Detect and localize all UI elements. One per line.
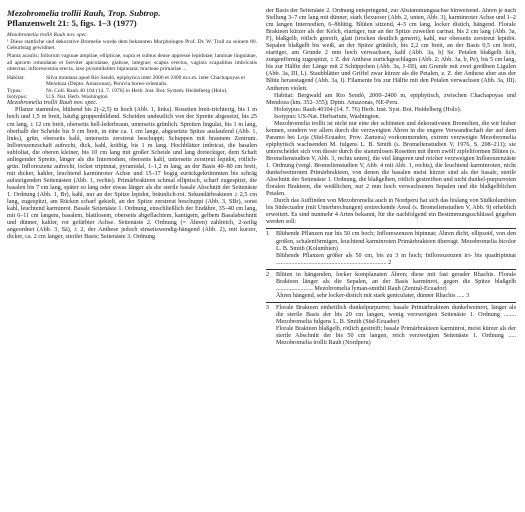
- key-text: Blühende Pflanzen größer als 50 cm, bis zu 3 m hoch; Infloreszenzen tri- bis quadripinnat ........................................................................ 2: [276, 252, 516, 266]
- key-entry: [266, 253, 516, 267]
- title-line-1: Mezobromelia trollii Rauh, Trop. Subtrop.: [7, 8, 161, 18]
- right-column: [266, 8, 516, 506]
- description-continued: der Basis der Seitenäste 2. Ordnung entspringend, zur Abstammungsachse hinweisend. Ähren je nach Stellung 3–7 cm lang mit dünner, stark flexuoser (Abb. 2, unten, Abb. 3), karminroter Achse und 1–2 cm langen Internodien, 6–8blütig. Blüten sitzend, 4–5 cm lang, locker distich, hängend. Florale Brakteen kürzer als der Kelch, eiartiger, nur an der Spitze zuweilen carinat, bis 2 cm lang (Abb. 3a, F), blaßgelb, rötlich getreift, glatt (trocken deutlich generrt), kahl, nur oberseits zerstreut lepidot. Sepalen blaßgelb bis weiß, an der Spitze grünlich, bis 2,2 cm breit, an der Basis 0,5 cm breit, eiartiger, am Grunde 2 mm hoch verwachsen, kahl (Abb. 3a, b) Se. Petalen blaßgelb lich, zungenförmig zugespitzt, ± Z. der Anthese zurückgeschlagen (Abb. 2; Abb. 3a, b, Pe), bis 5 cm lang, bis zur Hälfte der Länge mit 2 Schüppchen (Abb. 3a, J–III), am Grunde mit zwei greißnen Ligulen (Abb. 3a, III, L). Staubblätter und Griffel zwar kürzer als die Petalen, z. Z. der Anthese aber aus der Blüte heraustagend (Abb. 3a, I). Filamente bis zur Hälfte mit den Petalen verwachsen (Abb. 3a, III). Antheren violett.: [266, 8, 516, 92]
- key-divider: [266, 302, 516, 303]
- key-entry: [266, 272, 516, 293]
- discussion-para-2: Durch das Auffinden von Mezobromelia auch in Nordperu hat sich das bislang von Südkolumbien bis Südecuador (mit Unterbrechungen) erstreckende Areal (s. Bromelienstudien V, Abb. 9) erheblich erweitert. Es sind nunmehr 4 Arten bekannt, für die nachfolgend ein Bestimmungsschlüssel gegeben werden soll:: [266, 198, 516, 226]
- sub-name: Mezobromelia trollii Rauh nov. spec.: [7, 32, 89, 39]
- isotypus-line: Isotypus: US-Nat. Herbarium, Washington.: [274, 113, 381, 120]
- key-entry: [266, 305, 516, 326]
- identification-key: [266, 231, 516, 347]
- latin-diagnosis: Planta acaulis; foliorum vaginae ampliae, ellipticae, supra et subtus dense appresse lepidotae; laminae lingulatae, ad apicem rotundatae et breviter apiculatae, glabrae, integrae; scapus erectus, vaginis scapalibus imbricatis obtectus; inflorescentia erecta, laxe pyramidaliter bipinnata; bracteae primariae ...: [7, 53, 257, 72]
- species-title: [7, 8, 257, 28]
- left-column: [7, 8, 257, 506]
- key-entry: [266, 326, 516, 347]
- habitat-label: Habitat:: [7, 75, 25, 82]
- key-text: Florale Brakteen einheitlich dunkelpurpurrot; basale Primärbrakteen dunkelweinrot, länger als die sterile Basis der bis 20 cm langen, wenig verzweigten Seitenäste 1. Ordnung ........ Mezobromelia fulgens L. B. Smith (Süd-Ecuador): [276, 304, 516, 325]
- key-number: 3: [266, 304, 270, 311]
- isotypus-label: Isotypus:: [7, 94, 28, 101]
- isotypus-text: U.S. Nat. Herb. Washington: [46, 94, 108, 101]
- holotypus-line: Holotypus: Rauh 40104 (14. 7. 76) Herb. Inst. Syst. Bot. Heidelberg (Holo).: [274, 106, 462, 113]
- key-top-rule: [266, 228, 516, 229]
- key-number: 2: [266, 271, 270, 278]
- habitat-row: [7, 75, 257, 88]
- german-heading: Mezobromelia trollii Rauh nov. spec.: [7, 100, 98, 107]
- typus-text: Nr. Coll. Rauh 40 104 (14. 7. 1976) in Herb. Inst. Bot. System. Heidelberg (Holo).: [46, 87, 228, 94]
- key-text: Blühende Pflanzen nur bis 50 cm hoch; Infloreszenzen bipinnat; Ähren dicht, ellipsoid, von den großen, schalenförmigen, leuchtend karminroten Primärbrakteen überragt. Mezobromelia bicolor L. B. Smith (Kolumbien): [276, 231, 516, 252]
- footnote: ¹ Diese stattliche und dekorative Bromelie wurde dem bekannten Morphologen Prof. Dr. W. Troll zu seinem 80. Geburtstag gewidmet.: [7, 38, 257, 51]
- typus-label: Typus:: [7, 87, 22, 94]
- key-text: Ähren hängend, sehr locker-distich mit stark geniculater, dünner Rhachis ..... 3: [276, 292, 470, 299]
- german-description: Pflanze stammlos, blühend bis 2(–2,5) m hoch (Abb. 1, links). Rosetten breit-trichterig, bis 1 m hoch und 1,5 m breit, häufig gruppenbildend. Scheiden undeutlich von der Spreite abgesetzt, bis 25 cm lang, ± 12 cm breit, oberseits hell-lederbraun, unterseits grünlich. Spreiten lingulat, bis 1 m lang, oberhalb der Scheide bis 9 cm breit, in eine ca. 1 cm lange, abgesetzte Spitze auslaufend (Abb. 1, links), grün, oberseits kahl, unterseits zerstreut beschuppt; Schuppen mit braunem Zentrum. Infloreszenzschaft aufrecht, dick, kahl, kräftig, bis 1 m lang. Hochblätter imbricat, die basalen subfoliat, die oberen kleiner, bis 10 cm lang mit großer Scheide und lang dreieckiger, dem Schaft anliegender Spreite, länger als die Internodien, oberseits kahl, unterseits zerstreut lepidot, rötlich-grün. Infloreszenz aufrecht, locker tripinnat, pyramidal, 1–1,2 m lang, an der Basis 40–80 cm breit, mit dicker, kahler, leuchtend karminroter Achse und 15–17 bogig zurückgekrümmten bis schräg aufsteigenden Seitenästen (Abb. 1, rechts). Primärbrakteen schmal elliptisch, scharf zugespitzt, die basalen bis 7 cm lang, später so lang oder etwas länger als die sterile basale Abschnitt der Seitenäste 1. Ordnung (Abb. 1, Br), kahl, nur an der Spitze lepidot, bräunlich-rot. Sekundärbrakteen ± 2,5 cm lang, zugespitzt, am Rücken scharf gekielt, an der Spitze zerstreut beschuppt (Abb. 3, SBr), sonst kahl, leuchtend karminrot. Basale Seitenäste 1. Ordnung, einschließlich der Endähre, 35–40 cm lang, mit 6–11 cm langem, basalem, blattlosem, oberseits abgeflachtem, kantigem, gelbem Basalabschnitt und dünner, kahler, rot gefärbter Achse. Seitenäste 2. Ordnung (= Ähren) zahlreich, 2-zeilig angeordnet (Abb. 3, Sä), ± 2, der Anthese jedoch einseitswendig-hängend (Abb. 2), mit kurzer, dicker, ca. 2 cm langer, steriler Basis; Seitenäste 3. Ordnung: [7, 107, 257, 241]
- key-entry: [266, 231, 516, 252]
- key-text: Florale Brakteen blaßgelb, rötlich gestreift; basale Primärbrakteen karminrot, meist kürzer als der sterile Abschnitt der bis 50 cm langen, reich verzweigten Seitenäste 1. Ordnung ..... Mezobromelia trollii Rauh (Nordperu): [276, 326, 516, 347]
- key-entry: [266, 293, 516, 300]
- key-divider: [266, 269, 516, 270]
- habitat-line: Habitat: Bergwald am Rio Sendó, 2000–2400 m, epiphytisch, zwischen Chachapoyas und Mendoza (km. 352–355); Dptm. Amazonas, NE-Peru.: [266, 92, 516, 106]
- habitat-text: Silva montana apud Rio Sendó, epiphytica inter 2000 et 2400 m.s.m. inter Chachapoyas et Mendoza (Depto. Amazonas), Peruvia boreo-orientalis.: [46, 75, 246, 88]
- key-number: 1: [266, 231, 270, 238]
- discussion-para-1: Mezobromelia trollii ist nicht nur eine der schönsten und dekorativsten Bromelien, die wir bisher kennen, sondern vor allem durch die verzweigten Ähren in die engere Verwandtschaft der auf dem Paramo bei Loja (Süd-Ecuador, Prov. Zamora) vorkommenden, extrem verzweigte Mezobromelia epiphytisch wachsenden M. fulgens L. B. Smith (s. Bromelienstudien V, 1976, S. 208–211); sie unterscheidet sich von dieser durch die stammlosen Rosetten mit ihren zwölf zipfeliformen Blüten (s. Bromelienstudien V, Abb. 3, rechts unten), die viel längeren und reicher verzweigten Infloreszenzäste 1. Ordnung (vergl. Bromelienstudien V, Abb. 4 mit Abb. 1, rechts), die leuchtend karminroten, nicht dunkelweinroten Primärbrakteen, von denen die basalen meist kürzer sind als der basale, sterile Abschnitt der Seitenäste 1. Ordnung, die blaßgelben, rötlich gestreiften und nicht dunkel-purpurroten floralen Brakteen, die weißlichen, nur 2 mm hoch verwachsenen Sepalen und die blaßgelblichen Petalen.: [266, 120, 516, 198]
- key-text: Blüten in hängenden, locker komplanaten Ähren; diese mit fast gerader Rhachis. Florale Brakteen länger als die Sepalen, an der Basis karminrot, gegen die Spitze blaßgelb ........................ Mezobromelia lyman-smithii Rauh (Zentral-Ecuador): [276, 271, 516, 292]
- title-line-2: Pflanzenwelt 21: 5, figs. 1–3 (1977): [7, 18, 137, 29]
